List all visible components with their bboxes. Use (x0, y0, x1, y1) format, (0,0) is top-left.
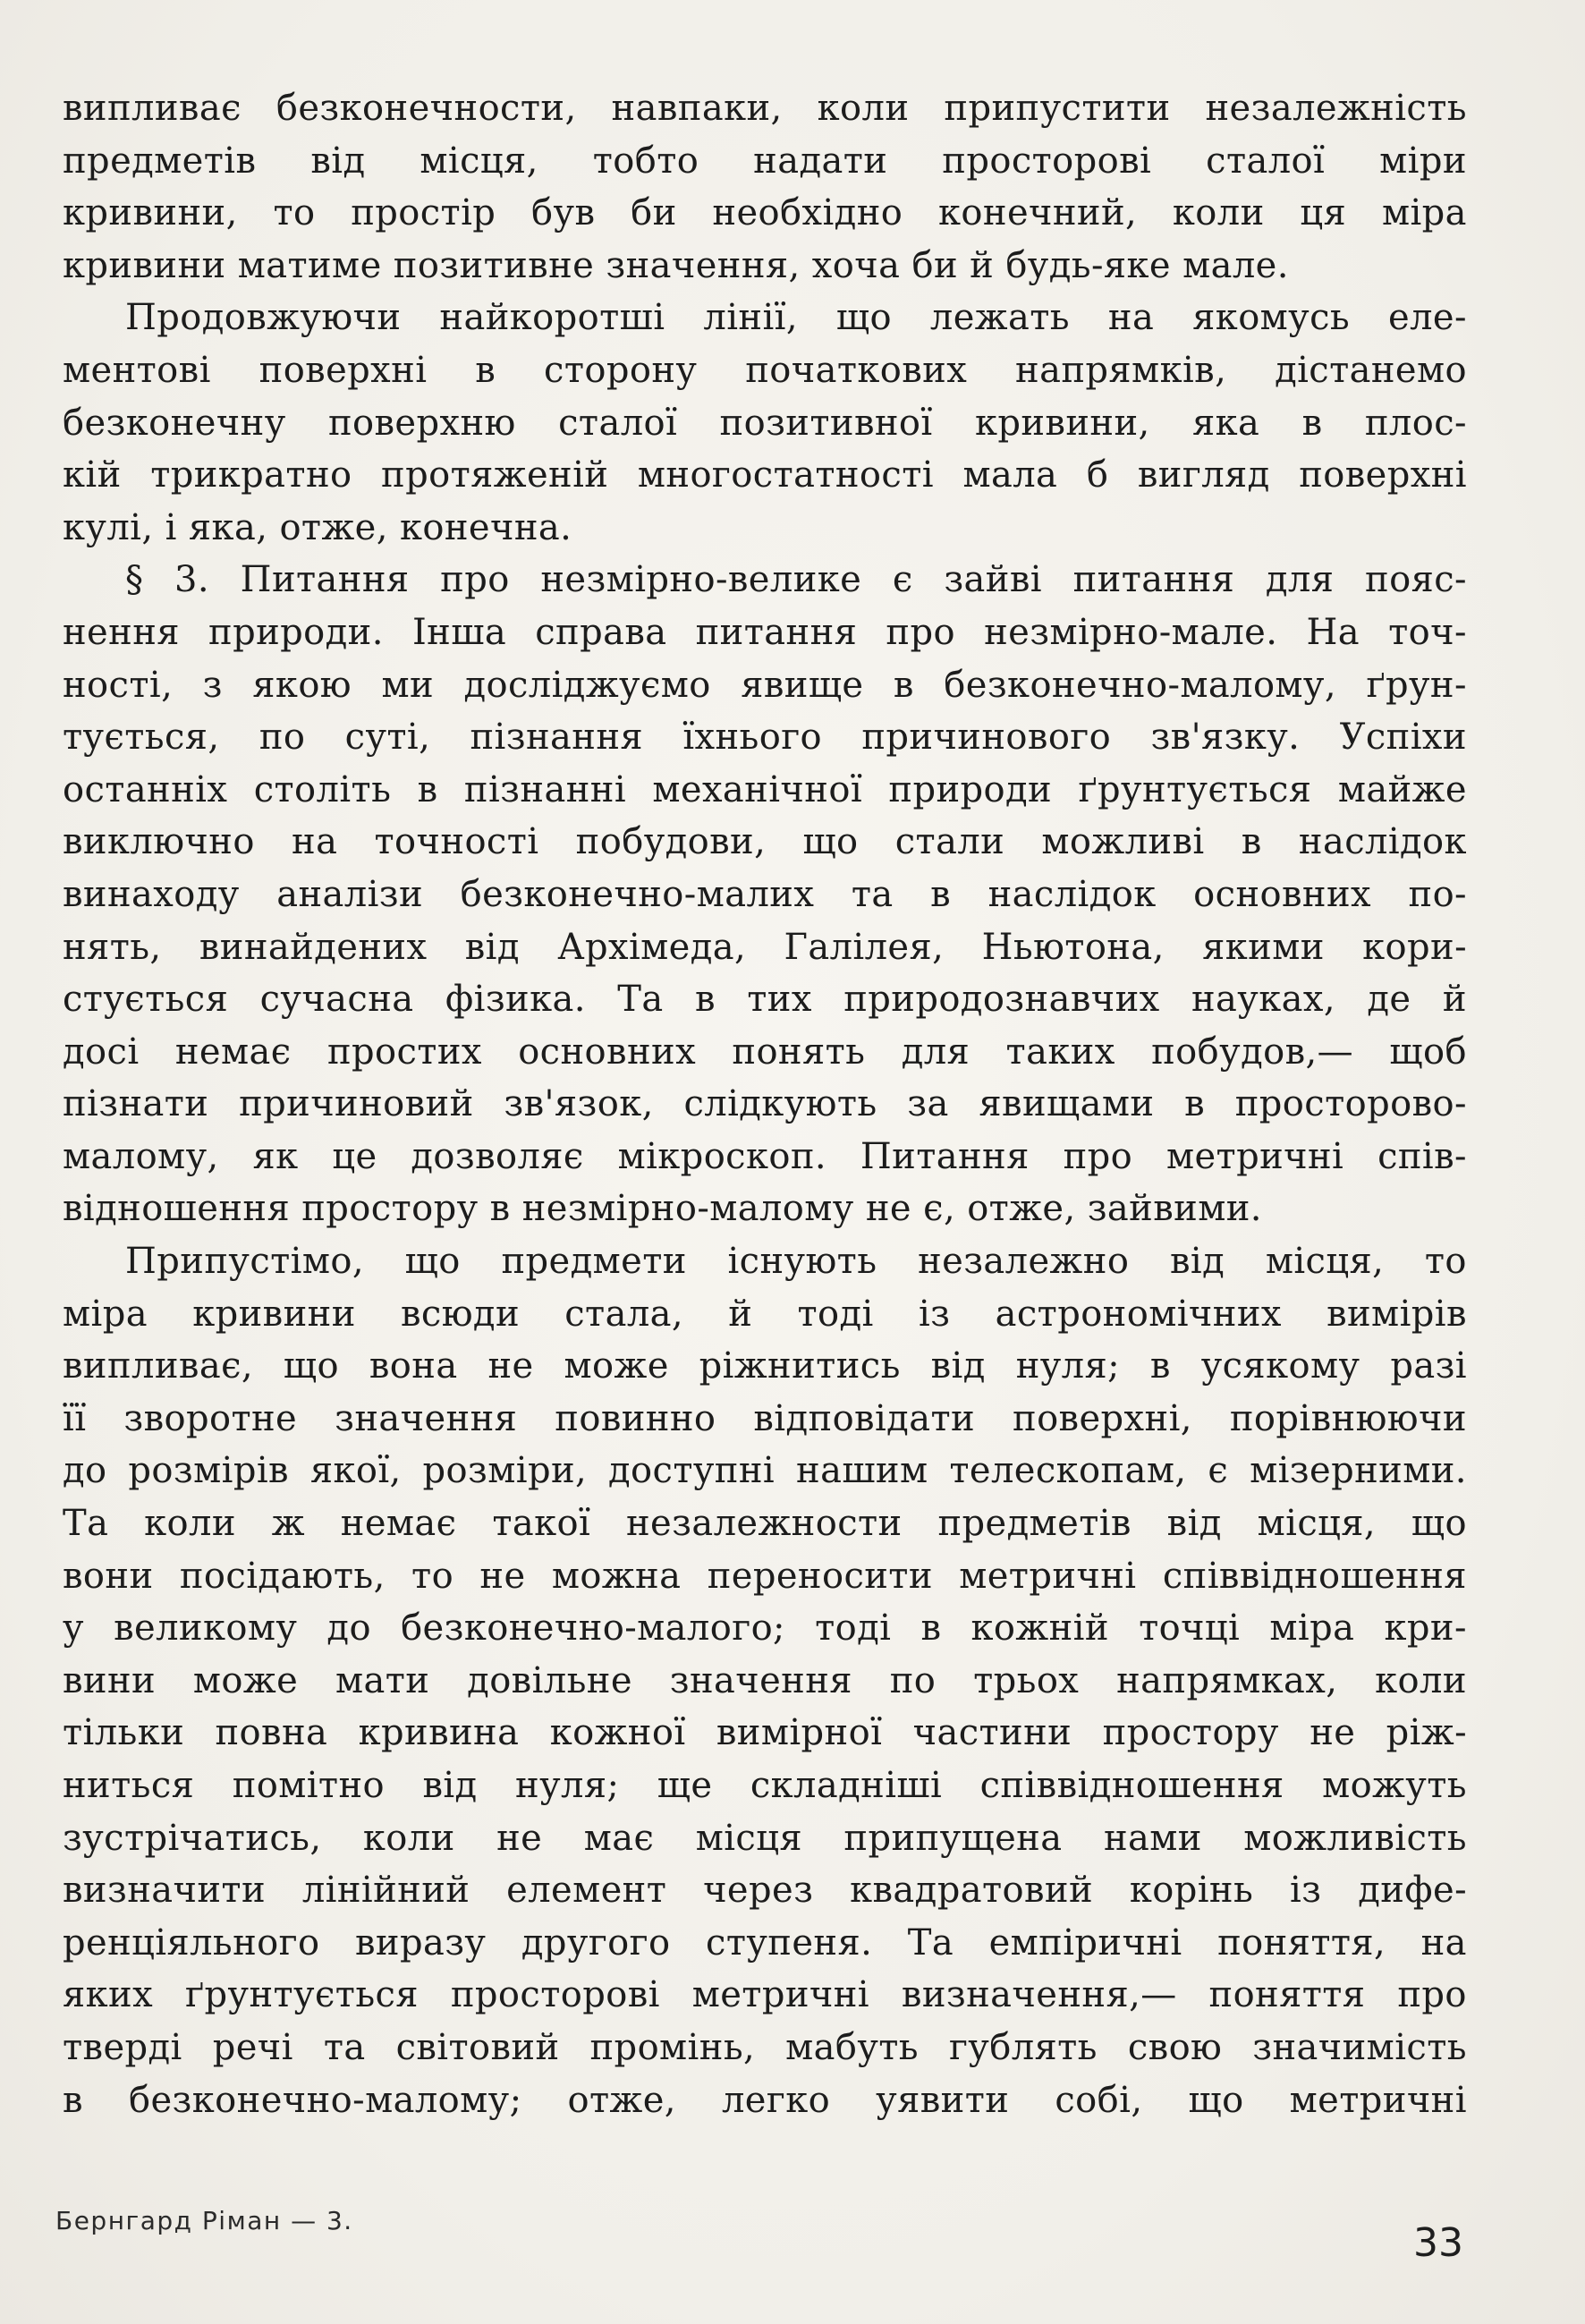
text-line: зустрічатись, коли не має місця припущена нами можливість (63, 1817, 1467, 1859)
text-line: тується, по суті, пізнання їхнього причинового зв'язку. Успіхи (63, 717, 1467, 759)
text-line: кривини матиме позитивне значення, хоча би й будь-яке мале. (63, 244, 1289, 286)
text-line: вони посідають, то не можна переносити метричні співвідношення (63, 1555, 1467, 1597)
text-line: виключно на точності побудови, що стали можливі в наслідок (63, 821, 1467, 863)
text-line: відношення простору в незмірно-малому не є, отже, зайвими. (63, 1188, 1262, 1230)
text-line: кулі, і яка, отже, конечна. (63, 506, 572, 548)
running-footer: Бернгард Ріман — 3. (55, 2206, 353, 2235)
text-line: ниться помітно від нуля; ще складніші співвідношення можуть (63, 1765, 1467, 1806)
text-line: ментові поверхні в сторону початкових напрямків, дістанемо (63, 349, 1467, 391)
text-line: малому, як це дозволяє мікроскоп. Питання про метричні спів- (63, 1135, 1467, 1177)
text-line: нять, винайдених від Архімеда, Галілея, Ньютона, якими кори- (63, 926, 1467, 968)
text-line: ності, з якою ми досліджуємо явище в безконечно-малому, ґрун- (63, 664, 1467, 706)
text-line: в безконечно-малому; отже, легко уявити собі, що метричні (63, 2079, 1467, 2121)
text-line: тільки повна кривина кожної вимірної частини простору не ріж- (63, 1712, 1467, 1754)
text-line: безконечну поверхню сталої позитивної кривини, яка в плос- (63, 402, 1467, 444)
text-line: у великому до безконечно-малого; тоді в кожній точці міра кри- (63, 1607, 1467, 1650)
body-text (63, 82, 1467, 2126)
text-line: міра кривини всюди стала, й тоді із астрономічних вимірів (63, 1293, 1467, 1335)
text-line: стується сучасна фізика. Та в тих природознавчих науках, де й (63, 979, 1467, 1021)
text-line: ренціяльного виразу другого ступеня. Та емпіричні поняття, на (63, 1921, 1467, 1964)
text-line: винаходу аналізи безконечно-малих та в наслідок основних по- (63, 873, 1467, 915)
text-line: визначити лінійний елемент через квадратовий корінь із дифе- (63, 1870, 1467, 1912)
text-line: останніх століть в пізнанні механічної природи ґрунтується майже (63, 768, 1467, 810)
text-line: нення природи. Інша справа питання про незмірно-мале. На точ- (63, 611, 1467, 653)
text-line: Продовжуючи найкоротші лінії, що лежать на якомусь еле- (125, 297, 1467, 339)
text-line: предметів від місця, тобто надати просторові сталої міри (63, 140, 1467, 182)
text-line: тверді речі та світовий промінь, мабуть гублять свою значимість (63, 2026, 1467, 2068)
text-line: Припустімо, що предмети існують незалежно від місця, то (125, 1241, 1467, 1283)
text-line: досі немає простих основних понять для таких побудов,— щоб (63, 1031, 1467, 1073)
text-line: пізнати причиновий зв'язок, слідкують за явищами в просторово- (63, 1083, 1467, 1125)
text-line: її зворотне значення повинно відповідати поверхні, порівнюючи (63, 1397, 1467, 1439)
text-line: Та коли ж немає такої незалежности предметів від місця, що (63, 1503, 1467, 1545)
text-line: кривини, то простір був би необхідно конечний, коли ця міра (63, 192, 1467, 234)
page-number: 33 (1413, 2220, 1463, 2266)
text-line: вини може мати довільне значення по трьох напрямках, коли (63, 1659, 1467, 1701)
text-line: кій трикратно протяженій многостатності мала б вигляд поверхні (63, 454, 1467, 496)
text-line: випливає безконечности, навпаки, коли припустити незалежність (63, 88, 1467, 129)
text-line: § 3. Питання про незмірно-велике є зайві питання для пояс- (125, 559, 1467, 601)
text-line: яких ґрунтується просторові метричні визначення,— поняття про (63, 1974, 1467, 2016)
text-line: до розмірів якої, розміри, доступні нашим телескопам, є мізерними. (63, 1450, 1467, 1492)
text-line: випливає, що вона не може ріжнитись від нуля; в усякому разі (63, 1345, 1467, 1387)
